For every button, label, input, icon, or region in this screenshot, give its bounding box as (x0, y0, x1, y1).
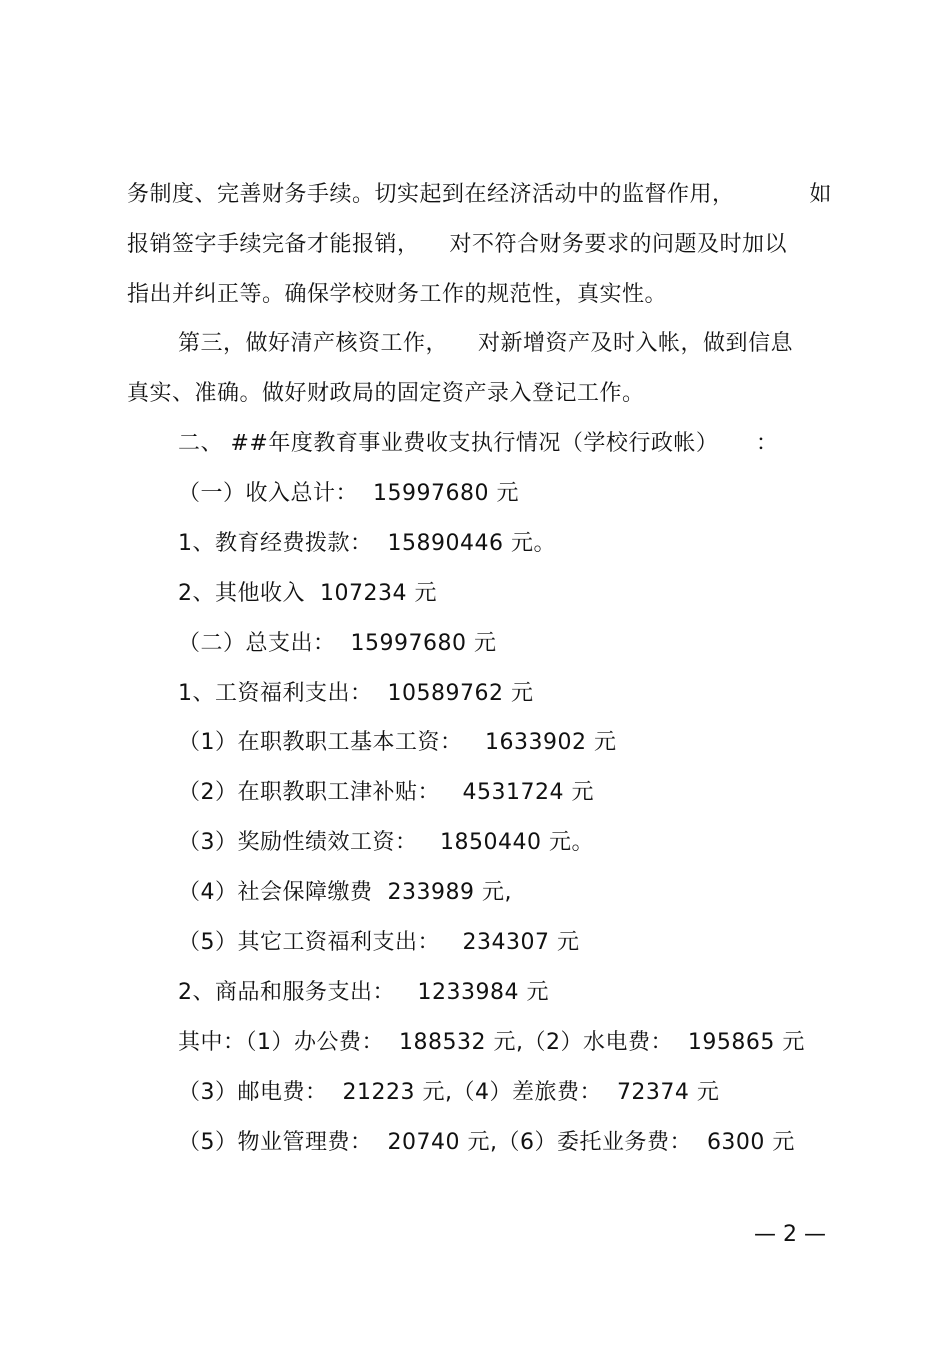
service-breakdown-1: 其中：（1）办公费： 188532 元,（2）水电费： 195865 元 (178, 1030, 805, 1055)
income-total: （一）收入总计： 15997680 元 (178, 481, 519, 506)
service-breakdown-3: （5）物业管理费： 20740 元,（6）委托业务费： 6300 元 (178, 1130, 795, 1155)
income-item-1: 1、教育经费拨款： 15890446 元。 (178, 531, 556, 556)
text-line-5: 真实、准确。做好财政局的固定资产录入登记工作。 (127, 381, 645, 406)
text-line-1: 务制度、完善财务手续。切实起到在经济活动中的监督作用， 如 (127, 182, 832, 207)
page-number: — 2 — (754, 1222, 826, 1247)
expense-subitem-1: （1）在职教职工基本工资： 1633902 元 (178, 730, 617, 755)
expense-item-1: 1、工资福利支出： 10589762 元 (178, 681, 534, 706)
text-line-3: 指出并纠正等。确保学校财务工作的规范性，真实性。 (127, 282, 668, 307)
expense-subitem-2: （2）在职教职工津补贴： 4531724 元 (178, 780, 594, 805)
text-line-4: 第三，做好清产核资工作， 对新增资产及时入帐，做到信息 (178, 331, 793, 356)
expense-total: （二）总支出： 15997680 元 (178, 631, 497, 656)
expense-subitem-3: （3）奖励性绩效工资： 1850440 元。 (178, 830, 594, 855)
expense-subitem-5: （5）其它工资福利支出： 234307 元 (178, 930, 580, 955)
income-item-2: 2、其他收入 107234 元 (178, 581, 437, 606)
expense-item-2: 2、商品和服务支出： 1233984 元 (178, 980, 549, 1005)
text-line-2: 报销签字手续完备才能报销， 对不符合财务要求的问题及时加以 (127, 232, 787, 257)
expense-subitem-4: （4）社会保障缴费 233989 元, (178, 880, 512, 905)
service-breakdown-2: （3）邮电费： 21223 元,（4）差旅费： 72374 元 (178, 1080, 720, 1105)
section-heading: 二、 ##年度教育事业费收支执行情况（学校行政帐） ： (178, 431, 779, 456)
